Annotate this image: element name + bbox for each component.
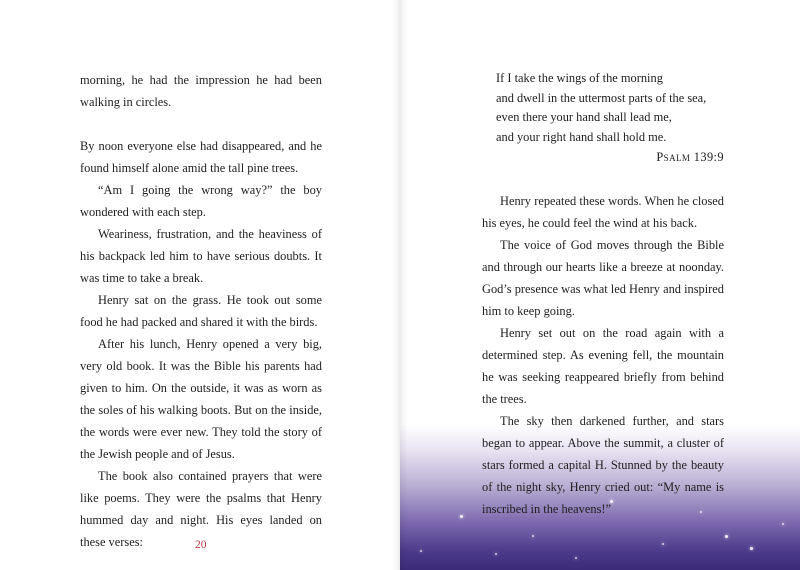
star-icon: [460, 515, 463, 518]
star-icon: [725, 535, 728, 538]
star-icon: [495, 553, 497, 555]
left-page-text: [80, 69, 322, 553]
verse-reference: Psalm 139:9: [656, 150, 724, 164]
star-icon: [782, 523, 784, 525]
paragraph: “Am I going the wrong way?” the boy wondered with each step.: [80, 183, 322, 219]
star-icon: [575, 557, 577, 559]
paragraph: After his lunch, Henry opened a very big, very old book. It was the Bible his parents had given to him. On the outside, it was as worn as the soles of his walking boots. But on the inside, the words were ever new. They told the story of the Jewish people and of Jesus.: [80, 337, 322, 461]
right-page-text: [482, 69, 724, 520]
star-icon: [420, 550, 422, 552]
paragraph: Henry sat on the grass. He took out some food he had packed and shared it with the birds.: [80, 293, 322, 329]
paragraph: Weariness, frustration, and the heaviness of his backpack led him to have serious doubts. It was time to take a break.: [80, 227, 322, 285]
verse-line: and your right hand shall hold me.: [496, 129, 667, 144]
star-icon: [532, 535, 534, 537]
paragraph: The voice of God moves through the Bible and through our hearts like a breeze at noonday. God’s presence was what led Henry and inspired him to keep going.: [482, 237, 724, 318]
star-icon: [662, 543, 664, 545]
right-page: [400, 0, 800, 570]
verse-line: and dwell in the uttermost parts of the sea,: [496, 90, 707, 105]
page-number: 20: [195, 539, 207, 551]
paragraph: The book also contained prayers that were like poems. They were the psalms that Henry hummed day and night. His eyes landed on these verses:: [80, 469, 322, 549]
paragraph: Henry repeated these words. When he closed his eyes, he could feel the wind at his back.: [482, 193, 724, 230]
paragraph: Henry set out on the road again with a determined step. As evening fell, the mountain he was seeking reappeared briefly from behind the trees.: [482, 325, 724, 406]
paragraph: morning, he had the impression he had been walking in circles.: [80, 73, 322, 109]
verse-line: If I take the wings of the morning: [496, 71, 663, 85]
paragraph: The sky then darkened further, and stars began to appear. Above the summit, a cluster of stars formed a capital H. Stunned by the beauty of the night sky, Henry cried out: “My name is inscribed in the heavens!”: [482, 413, 724, 516]
star-icon: [750, 547, 753, 550]
verse-line: even there your hand shall lead me,: [496, 110, 672, 124]
paragraph: By noon everyone else had disappeared, and he found himself alone amid the tall pine trees.: [80, 139, 322, 175]
psalm-quote: [496, 69, 724, 168]
